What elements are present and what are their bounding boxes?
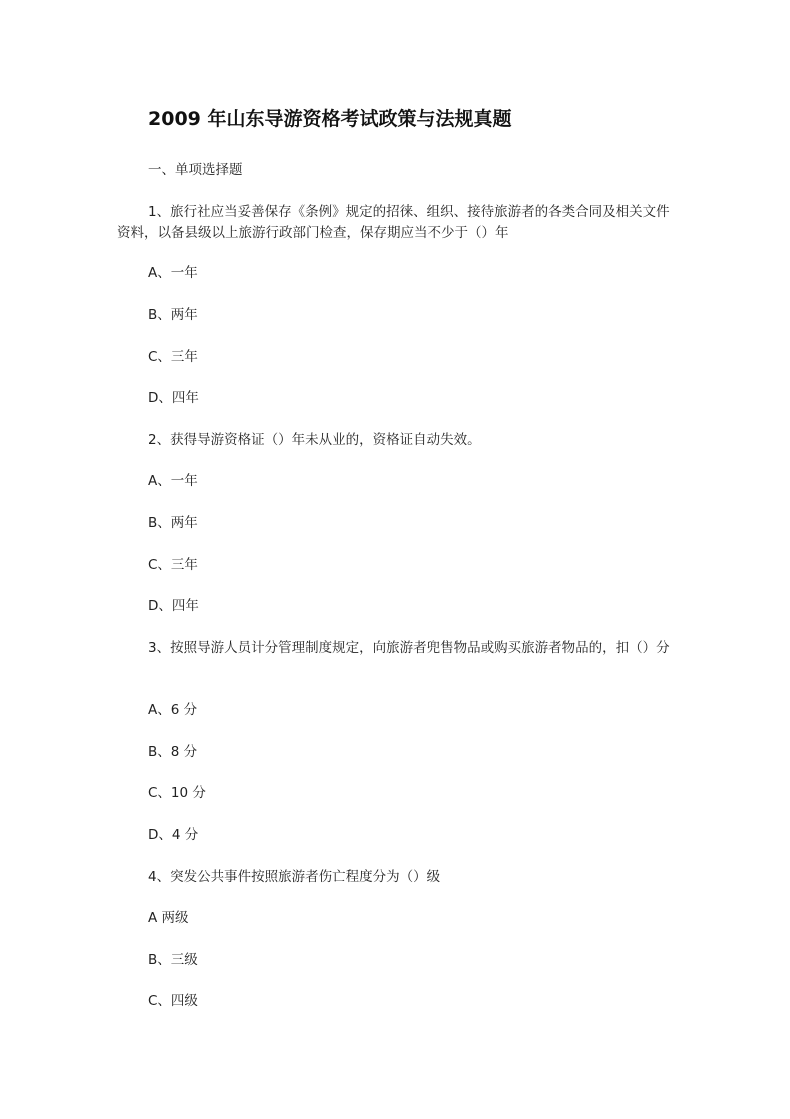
question-3-text: 3、按照导游人员计分管理制度规定，向旅游者兜售物品或购买旅游者物品的，扣（）分: [148, 640, 670, 656]
question-2-option-b: B、两年: [148, 515, 198, 531]
question-4-option-a: A 两级: [148, 910, 189, 926]
section-heading: 一、单项选择题: [148, 162, 243, 178]
question-4-option-c: C、四级: [148, 993, 198, 1009]
question-1-option-b: B、两年: [148, 307, 198, 323]
question-1-option-a: A、一年: [148, 265, 198, 281]
question-3-option-d: D、4 分: [148, 827, 199, 843]
question-4-text: 4、突发公共事件按照旅游者伤亡程度分为（）级: [148, 869, 441, 885]
question-2-option-c: C、三年: [148, 557, 198, 573]
page-title: 2009 年山东导游资格考试政策与法规真题: [148, 108, 512, 130]
question-1-option-c: C、三年: [148, 349, 198, 365]
question-3-option-a: A、6 分: [148, 702, 198, 718]
question-1-option-d: D、四年: [148, 390, 199, 406]
question-2-option-a: A、一年: [148, 473, 198, 489]
question-4-option-b: B、三级: [148, 952, 198, 968]
question-3-option-b: B、8 分: [148, 744, 198, 760]
question-2-option-d: D、四年: [148, 598, 199, 614]
question-3-option-c: C、10 分: [148, 785, 206, 801]
question-1-text: 1、旅行社应当妥善保存《条例》规定的招徕、组织、接待旅游者的各类合同及相关文件资料，以备县级以上旅游行政部门检查，保存期应当不少于（）年: [117, 204, 670, 241]
question-2-text: 2、获得导游资格证（）年未从业的，资格证自动失效。: [148, 432, 481, 448]
